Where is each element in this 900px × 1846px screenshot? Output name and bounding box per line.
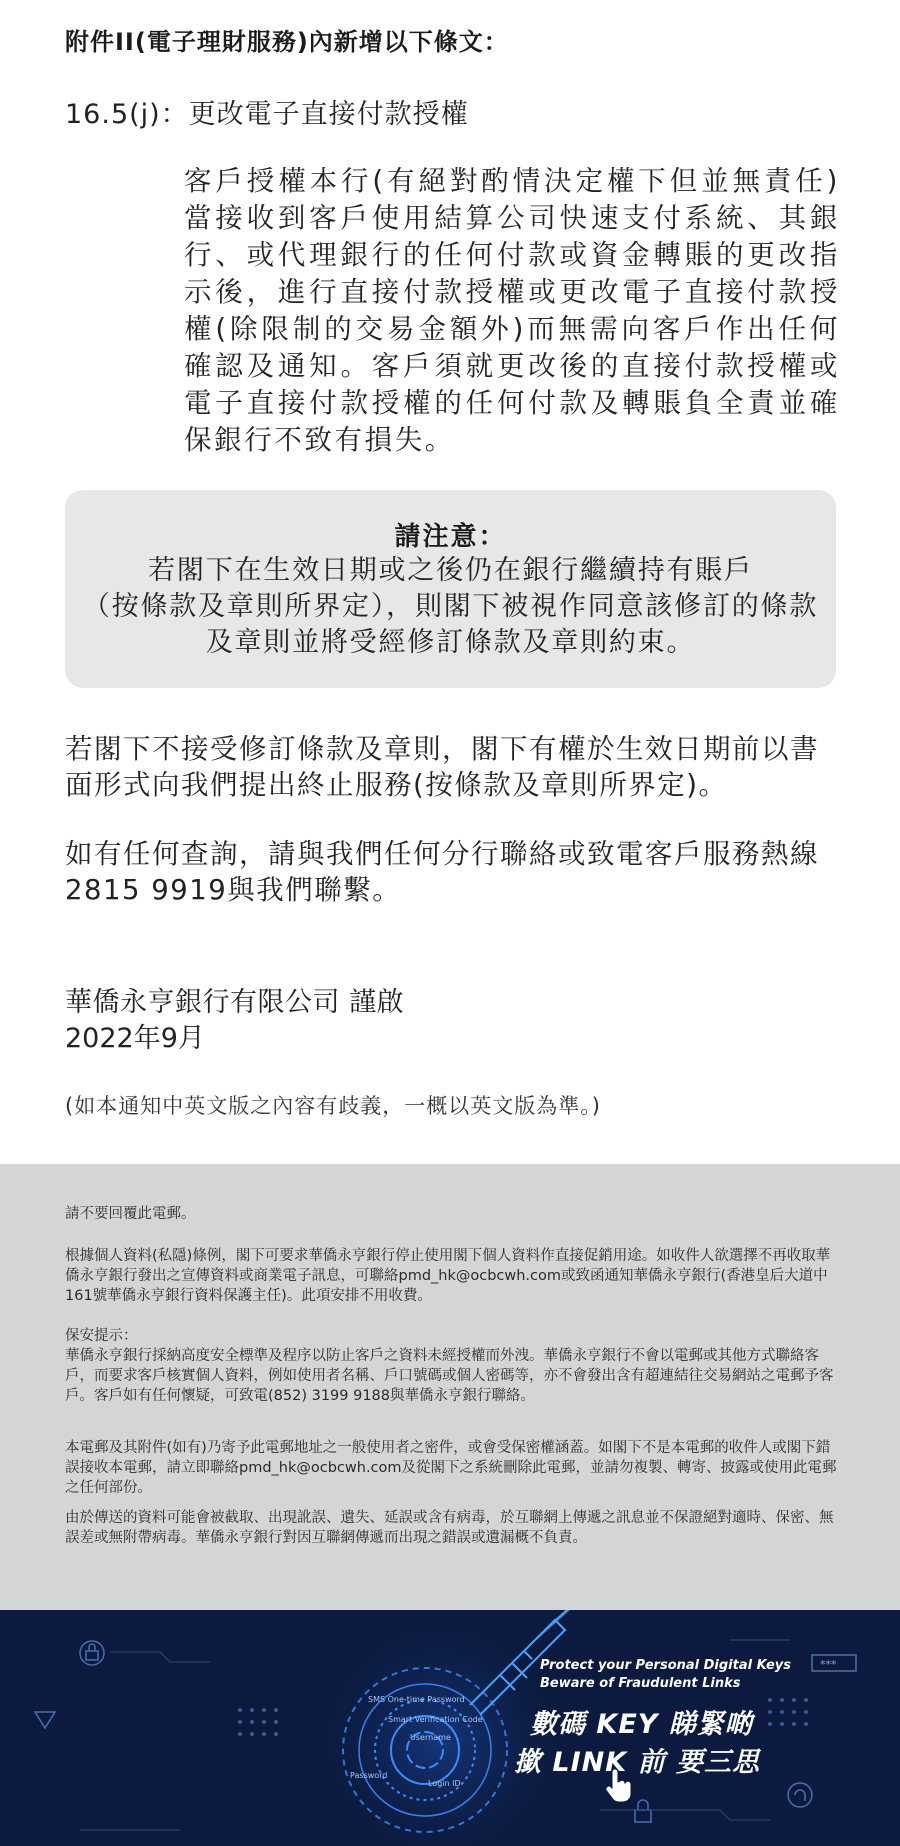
- ring-label: Smart Verification Code: [388, 1715, 483, 1724]
- ring-label: Login ID: [428, 1779, 461, 1788]
- banner-english-line-1: Protect your Personal Digital Keys: [540, 1658, 791, 1673]
- attention-title: 請注意：: [394, 522, 507, 552]
- email-footer: [0, 1164, 900, 1610]
- signature-date: 2022年9月: [65, 1023, 205, 1054]
- password-mask-text: ***: [820, 1658, 837, 1671]
- banner-chinese-line-1: 數碼 KEY 睇緊啲: [530, 1709, 753, 1740]
- banner-english-line-2: Beware of Fraudulent Links: [540, 1676, 741, 1691]
- attention-line: （按條款及章則所界定），則閣下被視作同意該修訂的條款: [82, 591, 819, 622]
- security-title: 保安提示：: [65, 1328, 138, 1344]
- security-body: 華僑永亨銀行採納高度安全標準及程序以防止客戶之資料未經授權而外洩。華僑永亨銀行不會以電郵或其他方式聯絡客戶，而要求客戶核實個人資料，例如使用者名稱、戶口號碼或個人密碼等，亦不會發出含有超連結往交易網站之電郵予客戶。客戶如有任何懷疑，可致電(852) 3199 9188與華僑永亨銀行聯絡。: [65, 1348, 834, 1404]
- security-tips: [65, 1326, 837, 1406]
- ring-label: SMS One-time Password: [368, 1695, 465, 1704]
- enquiry-paragraph: 如有任何查詢，請與我們任何分行聯絡或致電客戶服務熱線2815 9919與我們聯繫。: [65, 838, 819, 906]
- clause-body: 客戶授權本行(有絕對酌情決定權下但並無責任)當接收到客戶使用結算公司快速支付系統、其銀行、或代理銀行的任何付款或資金轉賬的更改指示後，進行直接付款授權或更改電子直接付款授權(除限制的交易金額外)而無需向客戶作出任何確認及通知。客戶須就更改後的直接付款授權或電子直接付款授權的任何付款及轉賬負全責並確保銀行不致有損失。: [184, 165, 840, 456]
- attention-body: [75, 553, 826, 661]
- termination-paragraph: 若閣下不接受修訂條款及章則，閣下有權於生效日期前以書面形式向我們提出終止服務(按條款及章則所界定)。: [65, 733, 819, 801]
- language-disclaimer: (如本通知中英文版之內容有歧義，一概以英文版為準。): [65, 1094, 601, 1118]
- internet-disclaimer: 由於傳送的資料可能會被截取、出現訛誤、遺失、延誤或含有病毒，於互聯網上傳遞之訊息並不保證絕對適時、保密、無誤差或無附帶病毒。華僑永亨銀行對因互聯網傳遞而出現之錯誤或遺漏概不負責。: [65, 1510, 834, 1546]
- privacy-note: 根據個人資料(私隱)條例，閣下可要求華僑永亨銀行停止使用閣下個人資料作直接促銷用途。如收件人欲選擇不再收取華僑永亨銀行發出之宣傳資料或商業電子訊息，可聯絡pmd_hk@ocbcwh.com或致函通知華僑永亨銀行(香港皇后大道中161號華僑永亨銀行資料保護主任)。此項安排不用收費。: [65, 1248, 831, 1304]
- ring-label: Password: [350, 1771, 388, 1780]
- ring-label: Username: [410, 1733, 451, 1742]
- confidentiality-note: 本電郵及其附件(如有)乃寄予此電郵地址之一般使用者之密件，或會受保密權涵蓋。如閣下不是本電郵的收件人或閣下錯誤接收本電郵，請立即聯絡pmd_hk@ocbcwh.com及從閣下之系統刪除此電郵，並請勿複製、轉寄、披露或使用此電郵之任何部份。: [65, 1440, 837, 1496]
- signature-company: 華僑永亨銀行有限公司 謹啟: [65, 987, 405, 1018]
- attention-line: 若閣下在生效日期或之後仍在銀行繼續持有賬戶: [148, 555, 753, 586]
- clause-title: 16.5(j)：更改電子直接付款授權: [65, 99, 469, 130]
- security-awareness-banner[interactable]: [0, 1610, 900, 1846]
- attention-box: [65, 490, 836, 688]
- banner-graphic: [0, 1610, 900, 1846]
- banner-chinese-line-2: 撳 LINK 前 要三思: [514, 1747, 760, 1778]
- attention-line: 及章則並將受經修訂條款及章則約束。: [205, 627, 696, 658]
- section-heading: 附件II(電子理財服務)內新增以下條文：: [65, 28, 509, 56]
- no-reply-note: 請不要回覆此電郵。: [65, 1206, 196, 1222]
